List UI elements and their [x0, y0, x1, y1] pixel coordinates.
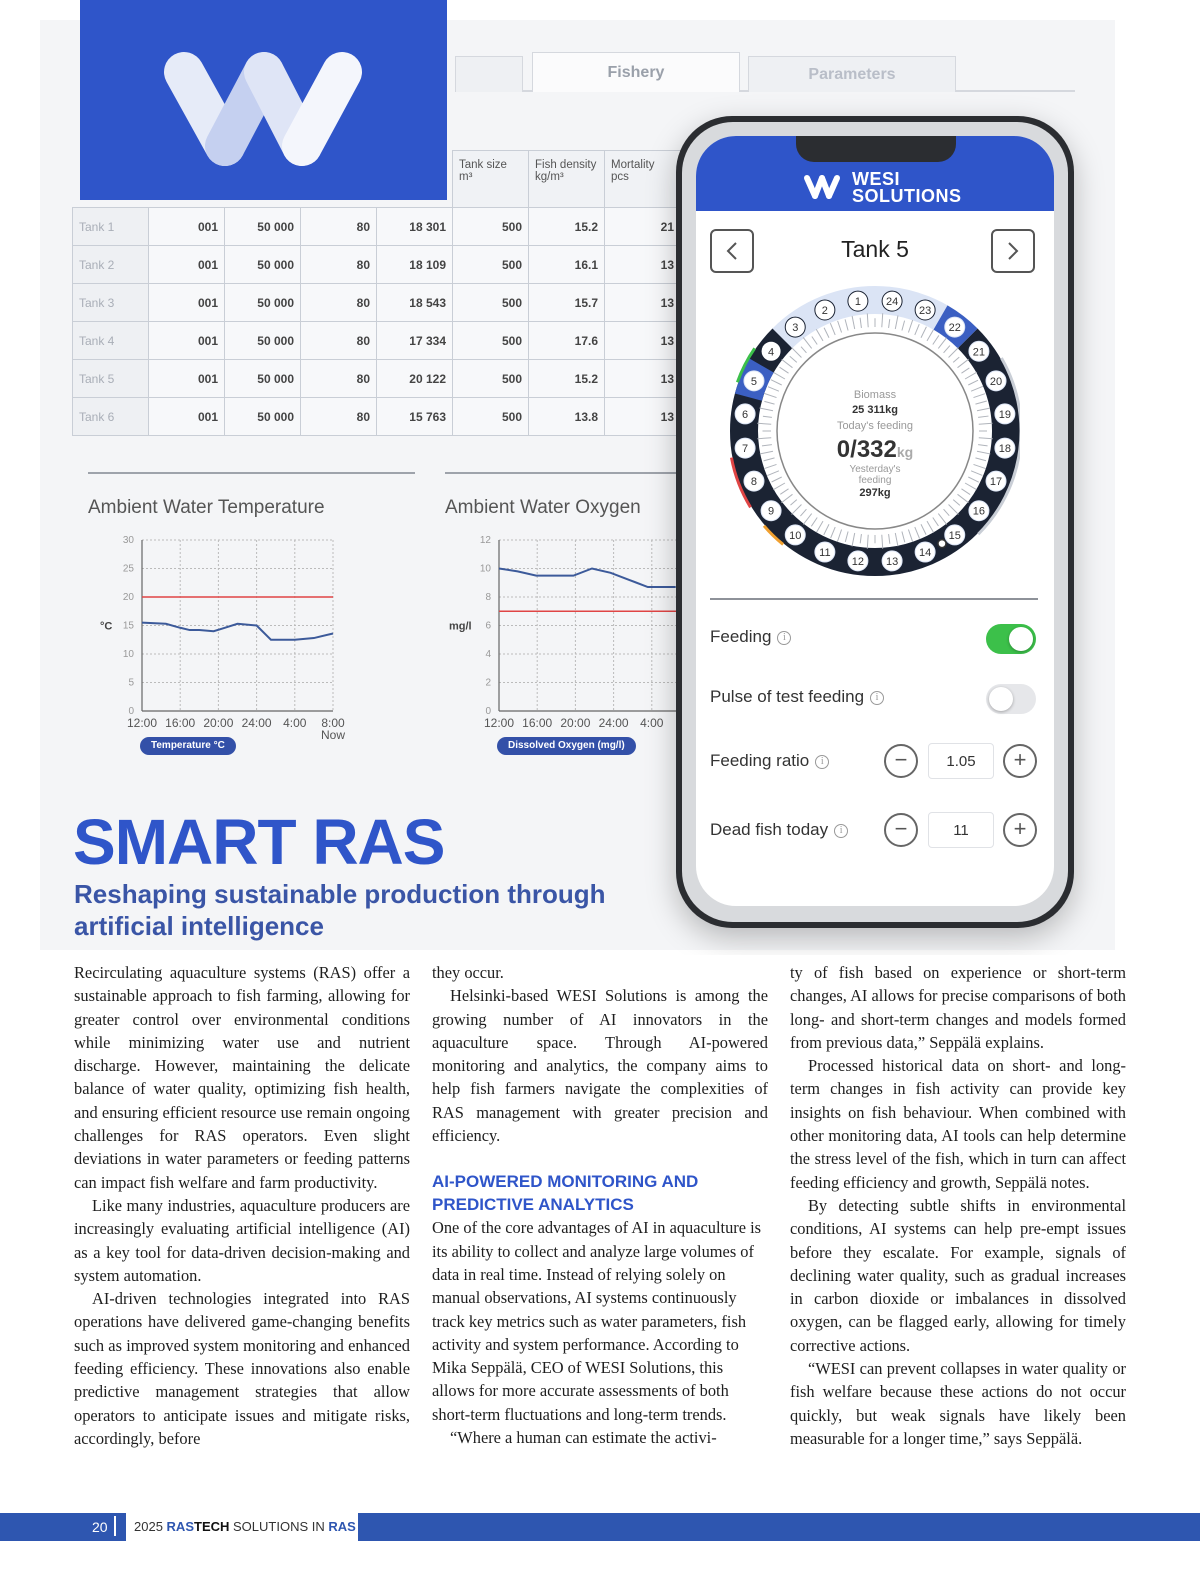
activity-tick	[938, 514, 946, 525]
activity-tick	[977, 451, 990, 454]
activity-tick	[895, 533, 898, 546]
activity-tick	[938, 338, 946, 349]
table-cell: 13.8	[529, 398, 605, 436]
table-cell: 15.2	[529, 208, 605, 246]
brand-line-1: WESI	[852, 169, 901, 189]
activity-tick	[790, 356, 797, 362]
tab-first[interactable]	[455, 56, 523, 92]
y-tick-label: 0	[128, 706, 134, 717]
y-tick-label: 10	[479, 563, 491, 575]
temperature-legend: Temperature °C	[140, 737, 236, 755]
activity-tick	[895, 315, 898, 329]
activity-tick	[927, 330, 933, 341]
activity-tick	[803, 514, 811, 525]
activity-tick	[800, 509, 806, 516]
temperature-chart-title: Ambient Water Temperature	[88, 497, 325, 518]
pulse-feeding-toggle[interactable]	[986, 684, 1036, 714]
y-tick-label: 5	[128, 677, 134, 689]
series-line	[499, 569, 676, 588]
table-cell: 50 000	[225, 208, 301, 246]
y-tick-label: 15	[122, 620, 134, 632]
activity-tick	[782, 359, 793, 367]
paragraph: “Where a human can estimate the activi-	[450, 1428, 717, 1448]
paragraph: AI-driven technologies integrated into RAS operations have delivered game-changing benefits such as improved system monitoring and enhanced feeding efficiency. These innovations also enable predictive management strategies that allow operators to anticipate issues and mitigate risks, accordingly, before	[74, 1289, 410, 1448]
controls-divider	[710, 598, 1038, 600]
activity-tick	[902, 321, 905, 331]
col-header-tank-size: Tank size m³	[453, 151, 529, 208]
activity-tick	[780, 367, 789, 373]
activity-tick	[949, 505, 959, 515]
activity-tick	[768, 387, 779, 392]
headline: SMART RAS	[73, 806, 445, 878]
activity-tick	[837, 529, 841, 541]
article-column-3	[790, 961, 1126, 1450]
dashboard-tabs	[455, 52, 1075, 92]
activity-tick	[908, 320, 912, 332]
activity-tick	[816, 521, 823, 532]
y-tick-label: 10	[122, 649, 134, 660]
activity-tick	[867, 313, 868, 327]
activity-tick	[882, 313, 883, 327]
activity-tick	[771, 380, 782, 385]
table-row	[73, 246, 681, 284]
hour-label: 18	[998, 443, 1012, 456]
subheadline: Reshaping sustainable production through artificial intelligence	[74, 879, 606, 941]
paragraph: “WESI can prevent collapses in water quality or fish welfare because these actions do not occur quickly, but weak signals have likely been measurable for a longer time,” says Seppälä.	[790, 1359, 1126, 1448]
activity-tick	[760, 451, 773, 454]
brand-line-2: SOLUTIONS	[852, 186, 962, 206]
activity-tick	[767, 471, 779, 476]
activity-tick	[889, 319, 890, 328]
hour-label: 6	[742, 408, 749, 421]
table-cell: 500	[453, 322, 529, 360]
activity-tick	[953, 500, 960, 506]
hour-label: 22	[948, 322, 961, 335]
table-cell: 80	[301, 284, 377, 322]
temperature-plot	[88, 472, 418, 762]
y-tick-label: 6	[485, 620, 491, 632]
activity-tick	[824, 328, 829, 338]
activity-tick	[973, 394, 984, 398]
activity-tick	[953, 357, 959, 362]
activity-tick	[760, 408, 773, 411]
table-cell: 001	[149, 398, 225, 436]
paragraph: ty of fish based on experience or short-term changes, AI allows for precise comparisons of both long- and short-term changes and models formed from previous data,” Seppälä explains.	[790, 963, 1126, 1052]
activity-tick	[933, 335, 939, 344]
table-cell: 50 000	[225, 322, 301, 360]
table-cell: 15.2	[529, 360, 605, 398]
y-tick-label: 8	[485, 592, 491, 603]
yesterday-label-1: Yesterday's	[849, 464, 901, 475]
paragraph: they occur.	[432, 963, 504, 982]
section-heading: AI-POWERED MONITORING AND PREDICTIVE ANALYTICS	[432, 1172, 699, 1215]
phone-screen	[696, 136, 1054, 906]
hour-label: 14	[919, 547, 932, 560]
activity-tick	[764, 458, 775, 461]
info-icon[interactable]: i	[777, 631, 791, 645]
table-cell: 80	[301, 322, 377, 360]
table-cell: 16.1	[529, 246, 605, 284]
feeding-toggle[interactable]	[986, 624, 1036, 654]
table-row	[73, 360, 681, 398]
oxygen-legend: Dissolved Oxygen (mg/l)	[497, 737, 636, 755]
table-cell: 15 763	[377, 398, 453, 436]
hour-label: 10	[789, 529, 802, 542]
activity-tick	[792, 505, 802, 515]
table-cell: 50 000	[225, 246, 301, 284]
table-cell: 500	[453, 360, 529, 398]
oxygen-chart	[445, 472, 685, 762]
table-cell: 500	[453, 208, 529, 246]
activity-tick	[965, 372, 977, 379]
biomass-value: 25 311kg	[852, 404, 898, 416]
feeding-ratio-input[interactable]: 1.05	[928, 743, 994, 779]
y-tick-label: 0	[485, 706, 491, 717]
tab-parameters[interactable]: Parameters	[748, 56, 956, 92]
x-tick-label: 4:00	[640, 716, 664, 730]
activity-tick	[908, 529, 912, 541]
hour-label: 9	[768, 505, 775, 518]
activity-tick	[803, 337, 811, 348]
table-row	[73, 398, 681, 436]
page-number: 20	[92, 1519, 108, 1535]
phone-mockup	[676, 116, 1074, 928]
toggle-knob	[1009, 627, 1033, 651]
paragraph: Processed historical data on short- and long-term changes in fish activity can provide key insights on fish behaviour. When combined with other monitoring data, AI tools can help determine the stress level of the fish, which in turn can affect feeding efficiency and growth, Seppälä notes.	[790, 1056, 1126, 1192]
activity-tick	[944, 346, 950, 353]
feeding-label: Feeding i	[710, 627, 791, 647]
table-cell: 13	[605, 246, 681, 284]
tank-row-label: Tank 6	[73, 398, 149, 436]
page-separator	[114, 1516, 116, 1536]
paragraph: One of the core advantages of AI in aquaculture is its ability to collect and analyze large volumes of data in real time. Instead of relying solely on manual observations, AI systems continuously track key metrics such as water parameters, fish activity and system performance. According to Mika Seppälä, CEO of WESI Solutions, this allows for more accurate assessments of both short-term fluctuations and long-term trends.	[432, 1218, 762, 1424]
table-cell: 20 122	[377, 360, 453, 398]
table-cell: 80	[301, 246, 377, 284]
table-cell: 500	[453, 284, 529, 322]
wesi-w-mark-icon	[80, 0, 447, 200]
col-header-fish-density: Fish density kg/m³	[529, 151, 605, 208]
dead-fish-label: Dead fish today i	[710, 820, 848, 840]
activity-tick	[811, 517, 817, 526]
activity-tick	[933, 517, 939, 525]
hour-label: 7	[742, 443, 749, 456]
table-cell: 80	[301, 398, 377, 436]
x-tick-label: 20:00	[560, 716, 591, 730]
table-cell: 001	[149, 360, 225, 398]
x-tick-label: 8:00	[321, 716, 345, 730]
hour-label: 16	[972, 505, 986, 518]
activity-tick	[763, 416, 772, 417]
dead-fish-decrement-button[interactable]: −	[884, 813, 918, 847]
activity-tick	[921, 524, 926, 534]
tank-row-label: Tank 5	[73, 360, 149, 398]
paragraph: Like many industries, aquaculture producers are increasingly evaluating artificial intelligence (AI) as a key tool for data-driven decision-making and system automation.	[74, 1195, 410, 1285]
activity-tick	[772, 477, 782, 482]
feeding-ratio-label: Feeding ratio i	[710, 751, 829, 771]
activity-tick	[845, 531, 848, 541]
ratio-increment-button[interactable]: +	[1003, 744, 1037, 778]
feeding-dial[interactable]	[730, 286, 1020, 576]
hour-label: 17	[989, 476, 1003, 489]
table-cell: 80	[301, 360, 377, 398]
activity-tick	[968, 477, 979, 482]
activity-tick	[961, 368, 969, 373]
article-column-1	[74, 961, 410, 1450]
hour-label: 21	[972, 346, 986, 359]
activity-tick	[781, 494, 792, 502]
activity-tick	[801, 347, 806, 353]
biomass-label: Biomass	[853, 389, 897, 401]
activity-tick	[757, 438, 771, 439]
yesterday-feeding-value: 297kg	[859, 487, 891, 499]
activity-tick	[860, 318, 861, 328]
table-cell: 001	[149, 208, 225, 246]
activity-tick	[944, 509, 950, 516]
tank-row-label: Tank 3	[73, 284, 149, 322]
info-icon[interactable]: i	[870, 691, 884, 705]
table-cell: 50 000	[225, 360, 301, 398]
dead-fish-increment-button[interactable]: +	[1003, 813, 1037, 847]
table-cell: 17 334	[377, 322, 453, 360]
activity-tick	[831, 527, 836, 538]
activity-tick	[790, 500, 796, 506]
activity-tick	[774, 373, 785, 379]
activity-tick	[882, 535, 883, 549]
activity-tick	[975, 458, 986, 461]
activity-tick	[902, 531, 905, 542]
table-cell: 13	[605, 398, 681, 436]
activity-tick	[968, 380, 978, 385]
hour-label: 8	[750, 476, 758, 489]
hour-label: 15	[948, 529, 961, 542]
table-cell: 001	[149, 246, 225, 284]
next-tank-button[interactable]	[991, 229, 1035, 273]
activity-tick	[978, 445, 987, 446]
activity-tick	[764, 393, 776, 397]
activity-tick	[915, 324, 919, 335]
activity-tick	[780, 489, 788, 495]
table-cell: 50 000	[225, 398, 301, 436]
x-tick-label: 24:00	[598, 716, 629, 730]
table-cell: 001	[149, 284, 225, 322]
activity-tick	[773, 483, 785, 490]
activity-tick	[973, 464, 985, 468]
x-tick-label: 4:00	[283, 716, 307, 730]
y-tick-label: 25	[122, 563, 134, 575]
wesi-small-logo-icon	[802, 172, 842, 202]
x-tick-label: 16:00	[165, 716, 196, 730]
hour-label: 4	[768, 346, 775, 359]
info-icon[interactable]: i	[834, 824, 848, 838]
today-feeding-label: Today's feeding	[836, 420, 914, 432]
series-line	[142, 623, 333, 640]
hour-label: 12	[851, 555, 865, 568]
wesi-logo	[80, 0, 447, 200]
col-header-mortality: Mortality pcs	[605, 151, 681, 208]
info-icon[interactable]: i	[815, 755, 829, 769]
activity-tick	[927, 521, 934, 532]
activity-tick	[958, 359, 969, 367]
tab-fishery[interactable]: Fishery	[532, 52, 740, 92]
publication-name: 2025 RASTECH SOLUTIONS IN RAS	[134, 1519, 356, 1534]
hour-label: 2	[821, 304, 828, 317]
table-cell: 13	[605, 284, 681, 322]
oxygen-plot	[445, 472, 685, 762]
table-cell: 15.7	[529, 284, 605, 322]
hour-label: 5	[750, 375, 758, 388]
activity-tick	[757, 423, 771, 424]
paragraph: Helsinki-based WESI Solutions is among the growing number of AI innovators in the aquaculture space. Through AI-powered monitoring and analytics, the company aims to help fish farmers navigate the complexities of RAS management with greater precision and efficiency.	[432, 986, 768, 1146]
activity-tick	[975, 401, 986, 404]
table-cell: 001	[149, 322, 225, 360]
activity-tick	[852, 316, 855, 329]
activity-tick	[965, 483, 976, 490]
table-cell: 18 543	[377, 284, 453, 322]
activity-tick	[921, 327, 926, 338]
brand-name	[852, 171, 962, 205]
pulse-feeding-label: Pulse of test feeding i	[710, 687, 884, 707]
activity-tick	[792, 348, 802, 358]
time-marker	[938, 540, 946, 548]
hour-label: 3	[792, 322, 799, 335]
activity-tick	[762, 445, 772, 446]
activity-tick	[949, 348, 959, 358]
chevron-right-icon	[993, 231, 1033, 271]
y-axis-unit: mg/l	[449, 620, 472, 633]
activity-tick	[860, 534, 861, 543]
activity-tick	[971, 471, 982, 476]
x-tick-label: 20:00	[203, 716, 234, 730]
hour-label: 24	[885, 296, 899, 309]
activity-tick	[867, 535, 868, 549]
activity-tick	[852, 533, 855, 546]
activity-tick	[979, 423, 993, 424]
article-column-2	[432, 961, 768, 1449]
tank-row-label: Tank 1	[73, 208, 149, 246]
y-tick-label: 4	[485, 649, 491, 660]
yesterday-label-2: feeding	[858, 475, 892, 486]
activity-tick	[764, 401, 774, 404]
today-feeding-amount: 0/332	[836, 436, 897, 463]
hour-label: 1	[854, 296, 861, 309]
temperature-chart	[88, 472, 418, 762]
activity-tick	[889, 534, 890, 544]
paragraph: By detecting subtle shifts in environmental conditions, AI systems can help pre-empt issues before they escalate. For example, signals of declining water quality, such as gradual increases in carbon dioxide or imbalances in dissolved oxygen, can be flagged early, allowing for timely corrective actions.	[790, 1195, 1126, 1355]
toggle-knob	[989, 687, 1013, 711]
x-tick-label: 12:00	[483, 716, 515, 730]
table-row	[73, 208, 681, 246]
phone-notch	[796, 136, 956, 162]
oxygen-chart-title: Ambient Water Oxygen	[445, 497, 641, 518]
x-tick-label: 24:00	[241, 716, 272, 730]
table-row	[73, 284, 681, 322]
activity-tick	[845, 319, 848, 330]
table-cell: 500	[453, 246, 529, 284]
hour-label: 19	[998, 408, 1012, 421]
activity-tick	[824, 524, 829, 535]
activity-tick	[915, 527, 920, 538]
table-cell: 50 000	[225, 284, 301, 322]
y-tick-label: 30	[122, 535, 134, 546]
y-tick-label: 2	[485, 677, 491, 689]
hour-label: 20	[989, 375, 1003, 388]
activity-tick	[958, 494, 969, 502]
table-cell: 13	[605, 360, 681, 398]
table-cell: 18 109	[377, 246, 453, 284]
activity-tick	[838, 321, 842, 333]
activity-tick	[816, 329, 823, 341]
x-tick-label: 12:00	[126, 716, 158, 730]
table-cell: 13	[605, 322, 681, 360]
table-cell: 17.6	[529, 322, 605, 360]
tank-row-label: Tank 4	[73, 322, 149, 360]
activity-tick	[979, 438, 993, 439]
today-feeding-unit: kg	[896, 444, 914, 460]
activity-tick	[977, 408, 990, 411]
table-cell: 18 301	[377, 208, 453, 246]
hour-label: 23	[919, 304, 932, 317]
activity-tick	[765, 464, 777, 468]
table-cell: 21	[605, 208, 681, 246]
x-note-label: Now	[320, 728, 346, 742]
table-cell: 500	[453, 398, 529, 436]
y-tick-label: 20	[122, 592, 134, 603]
activity-tick	[971, 386, 983, 391]
dead-fish-input[interactable]: 11	[928, 812, 994, 848]
activity-tick	[812, 336, 817, 344]
activity-tick	[830, 323, 835, 335]
y-axis-unit: °C	[100, 620, 113, 633]
activity-tick	[961, 489, 970, 495]
table-row	[73, 322, 681, 360]
hour-label: 11	[819, 547, 831, 560]
tank-title: Tank 5	[841, 236, 909, 262]
tank-row-label: Tank 2	[73, 246, 149, 284]
activity-tick	[978, 416, 988, 417]
y-tick-label: 12	[479, 535, 491, 546]
paragraph: Recirculating aquaculture systems (RAS) offer a sustainable approach to fish farming, allowing for greater control over environmental conditions while minimizing water use and nutrient discharge. However, maintaining the delicate balance of water quality, optimizing fish health, and ensuring efficient resource use remain ongoing challenges for RAS operators. Even slight deviations in water parameters or feeding patterns can impact fish welfare and farm productivity.	[74, 963, 410, 1192]
ratio-decrement-button[interactable]: −	[884, 744, 918, 778]
x-tick-label: 16:00	[522, 716, 553, 730]
hour-label: 13	[885, 555, 899, 568]
table-cell: 80	[301, 208, 377, 246]
